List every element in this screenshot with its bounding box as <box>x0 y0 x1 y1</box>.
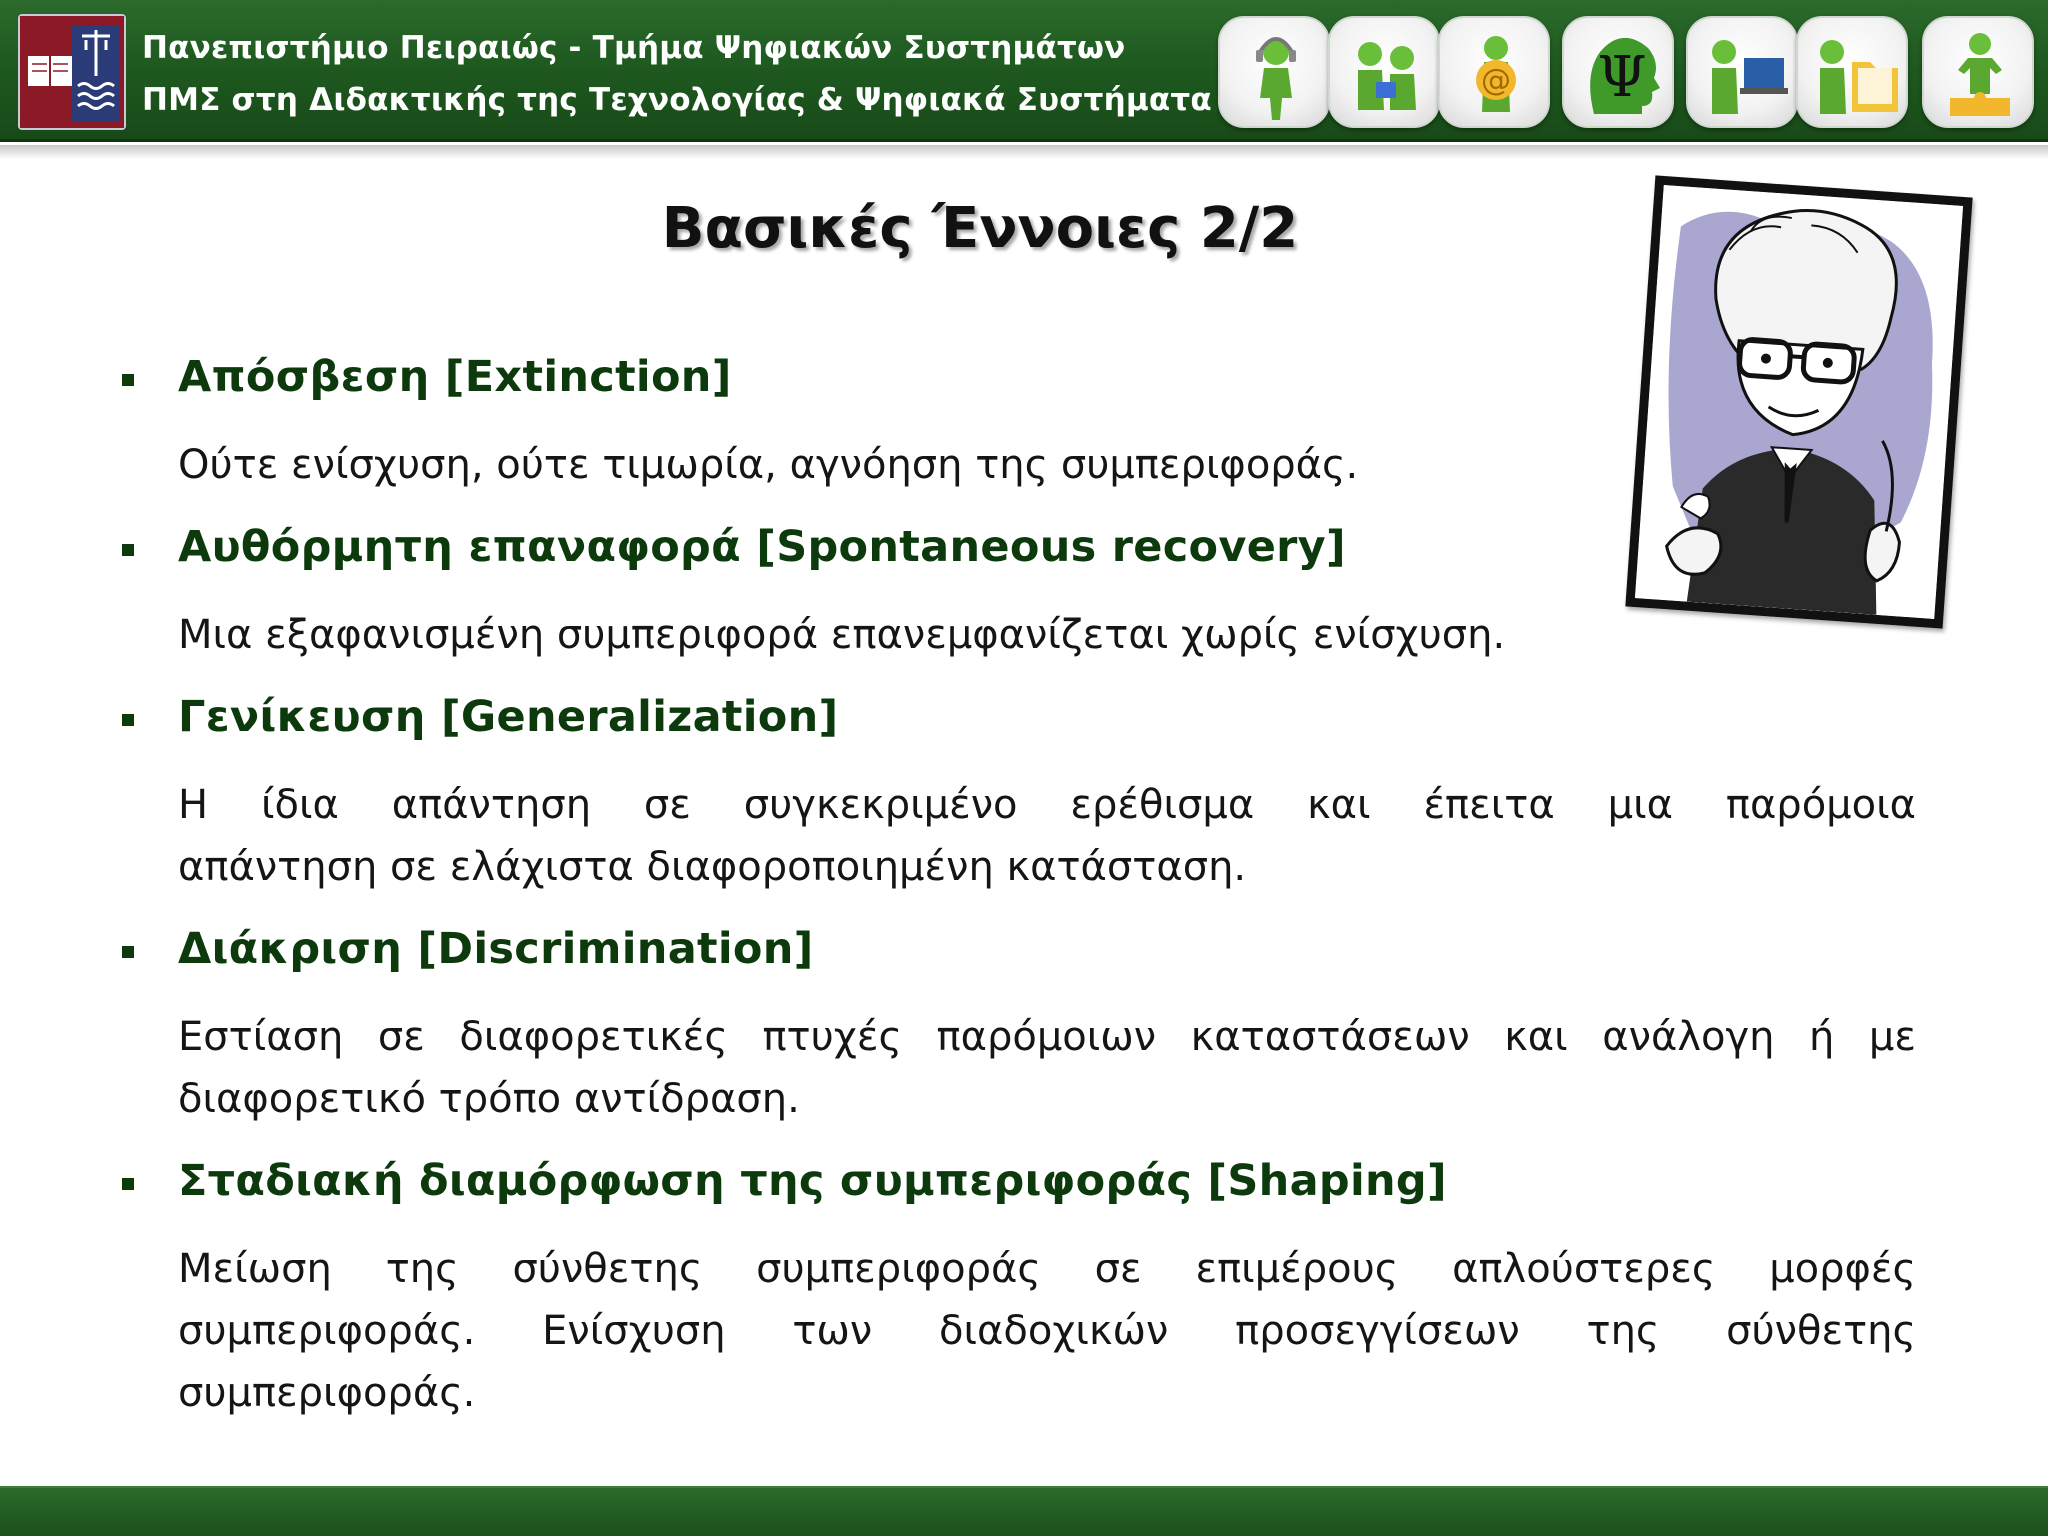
description-line: απάντηση σε ελάχιστα διαφοροποιημένη κατάσταση. <box>178 844 1247 890</box>
footer-bar <box>0 1486 2048 1536</box>
program-name: ΠΜΣ στη Διδακτικής της Τεχνολογίας & Ψηφιακά Συστήματα <box>142 82 1212 118</box>
description-line: Η ίδια απάντηση σε συγκεκριμένο ερέθισμα και έπειτα μια παρόμοια <box>178 782 1916 828</box>
university-name: Πανεπιστήμιο Πειραιώς - Τμήμα Ψηφιακών Συστημάτων <box>142 30 1126 66</box>
bullet-marker <box>122 714 134 726</box>
description-shaping <box>178 1238 1916 1424</box>
description-extinction: Ούτε ενίσχυση, ούτε τιμωρία, αγνόηση της συμπεριφοράς. <box>178 442 1359 488</box>
description-spontaneous-recovery: Μια εξαφανισμένη συμπεριφορά επανεμφανίζεται χωρίς ενίσχυση. <box>178 612 1506 658</box>
bullet-marker <box>122 1178 134 1190</box>
term-spontaneous-recovery: Αυθόρμητη επαναφορά [Spontaneous recovery] <box>178 522 1346 572</box>
svg-text:@: @ <box>1481 63 1511 98</box>
svg-text:Ψ: Ψ <box>1597 45 1647 110</box>
description-discrimination <box>178 1006 1916 1130</box>
description-line: Εστίαση σε διαφορετικές πτυχές παρόμοιων καταστάσεων και ανάλογη ή με <box>178 1014 1916 1060</box>
description-line: διαφορετικό τρόπο αντίδραση. <box>178 1076 800 1122</box>
description-generalization <box>178 774 1916 898</box>
bullet-marker <box>122 374 134 386</box>
term-shaping: Σταδιακή διαμόρφωση της συμπεριφοράς [Shaping] <box>178 1156 1447 1206</box>
term-discrimination: Διάκριση [Discrimination] <box>178 924 814 974</box>
description-line: Μείωση της σύνθετης συμπεριφοράς σε επιμέρους απλούστερες μορφές <box>178 1246 1916 1292</box>
bullet-marker <box>122 946 134 958</box>
term-generalization: Γενίκευση [Generalization] <box>178 692 839 742</box>
description-line: συμπεριφοράς. <box>178 1370 476 1416</box>
slide-title: Βασικές Έννοιες 2/2 <box>661 196 1299 261</box>
description-line: συμπεριφοράς. Ενίσχυση των διαδοχικών προσεγγίσεων της σύνθετης <box>178 1308 1916 1354</box>
bullet-marker <box>122 544 134 556</box>
term-extinction: Απόσβεση [Extinction] <box>178 352 732 402</box>
